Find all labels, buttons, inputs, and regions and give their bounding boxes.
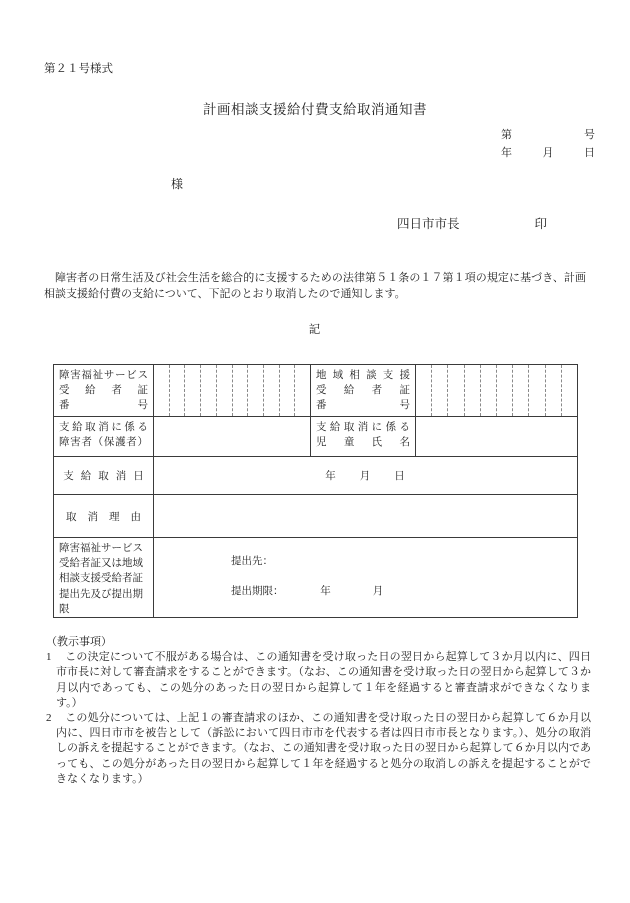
service-recipient-cert-no-label (54, 365, 154, 417)
item-number: 1 (46, 651, 52, 664)
appeal-instructions-section (46, 635, 591, 787)
doc-no-suffix: 号 (584, 129, 595, 141)
digit-box (513, 365, 529, 416)
cancellation-date-label (54, 457, 154, 495)
digit-box (465, 365, 481, 416)
cancellation-reason-label (54, 495, 154, 538)
appeal-instructions-heading: （教示事項） (46, 636, 112, 648)
digit-box (546, 365, 562, 416)
digit-box (481, 365, 497, 416)
label-line: 受給者証又は地域 (59, 558, 143, 570)
community-consult-cert-no-label (311, 365, 416, 417)
digit-box (562, 365, 577, 416)
appeal-instruction-item (46, 650, 591, 711)
cert-submission-label (54, 538, 154, 617)
label-line: 受 給 者 証 (316, 385, 410, 396)
community-consult-cert-no-boxes (416, 365, 577, 417)
digit-box (264, 365, 280, 416)
digit-box (185, 365, 201, 416)
label-line: 地域相談支援 (316, 370, 410, 381)
cancellation-date-value (154, 457, 577, 495)
digit-box (295, 365, 310, 416)
addressee-honorific: 様 (171, 177, 184, 191)
digit-box (280, 365, 296, 416)
label-line: 受 給 者 証 (59, 385, 148, 396)
cancelled-person-label (54, 417, 154, 457)
cancelled-person-value (154, 417, 311, 457)
date-month-label: 月 (542, 147, 554, 159)
label-line: 障害福祉サービス (59, 543, 143, 554)
label-line: 支給取消に係る (316, 422, 410, 433)
label-line: 障害福祉サービス (59, 370, 148, 381)
cert-submission-value (154, 538, 577, 617)
digit-box (233, 365, 249, 416)
digit-box (217, 365, 233, 416)
cancellation-reason-value (154, 495, 577, 538)
doc-no-prefix: 第 (501, 129, 512, 141)
submission-deadline-line: 提出期限： 年 月 (231, 586, 384, 597)
service-recipient-cert-no-boxes (154, 365, 311, 417)
issuer-seal-mark: 印 (534, 217, 547, 231)
digit-box (416, 365, 432, 416)
form-number: 第２１号様式 (44, 63, 113, 75)
item-text: この決定について不服がある場合は、この通知書を受け取った日の翌日から起算して３か月以内に、四日市市長に対して審査請求をすることができます。（なお、この通知書を受け取った日の翌日から起算して３か月以内であっても、この処分のあった日の翌日から起算して１年を経過すると審査請求ができなくなります。） (56, 651, 591, 709)
record-heading: 記 (308, 324, 322, 336)
value-text: 年 月 日 (325, 471, 406, 482)
cancelled-child-name-label (311, 417, 416, 457)
digit-box (448, 365, 464, 416)
label-line: 番 号 (316, 400, 410, 411)
item-text: この処分については、上記１の審査請求のほか、この通知書を受け取った日の翌日から起算して６か月以内に、四日市市を被告として（訴訟において四日市市を代表する者は四日市市長となります。）、処分の取消しの訴えを提起することができます。（なお、この通知書を受け取った日の翌日から起算して６か月以内であっても、この処分があった日の翌日から起算して１年を経過すると処分の取消しの訴えを提起することができなくなります。） (56, 712, 591, 785)
label-text: 取消理由 (66, 511, 152, 523)
digit-box (248, 365, 264, 416)
label-line: 支給取消に係る (59, 422, 148, 433)
appeal-instruction-item (46, 711, 591, 787)
digit-box (201, 365, 217, 416)
document-date-line (501, 144, 595, 160)
label-line: 障害者（保護者） (59, 437, 148, 448)
digit-box (170, 365, 186, 416)
label-line: 児 童 氏 名 (316, 437, 410, 448)
issuer-name: 四日市市長 (397, 217, 460, 231)
label-line: 相談支援受給者証 (59, 573, 143, 585)
digit-box (154, 365, 170, 416)
label-line: 番 号 (59, 400, 148, 411)
date-day-label: 日 (584, 147, 595, 159)
digit-box (529, 365, 545, 416)
notification-body-paragraph: 障害者の日常生活及び社会生活を総合的に支援するための法律第５１条の１７第１項の規定に基づき、計画相談支援給付費の支給について、下記のとおり取消したので通知します。 (44, 272, 586, 300)
label-line: 提出先及び提出期 (59, 588, 143, 600)
label-text: 支給取消日 (63, 471, 151, 482)
submission-to-line: 提出先： (231, 556, 273, 567)
digit-box (432, 365, 448, 416)
item-number: 2 (46, 712, 52, 725)
date-year-label: 年 (501, 147, 512, 159)
document-number-line (501, 126, 595, 142)
digit-box (497, 365, 513, 416)
label-line: 限 (59, 603, 70, 615)
document-title: 計画相談支援給付費支給取消通知書 (203, 102, 427, 117)
cancelled-child-name-value (416, 417, 577, 457)
notice-detail-table (53, 364, 578, 618)
issuer-line (397, 214, 547, 232)
